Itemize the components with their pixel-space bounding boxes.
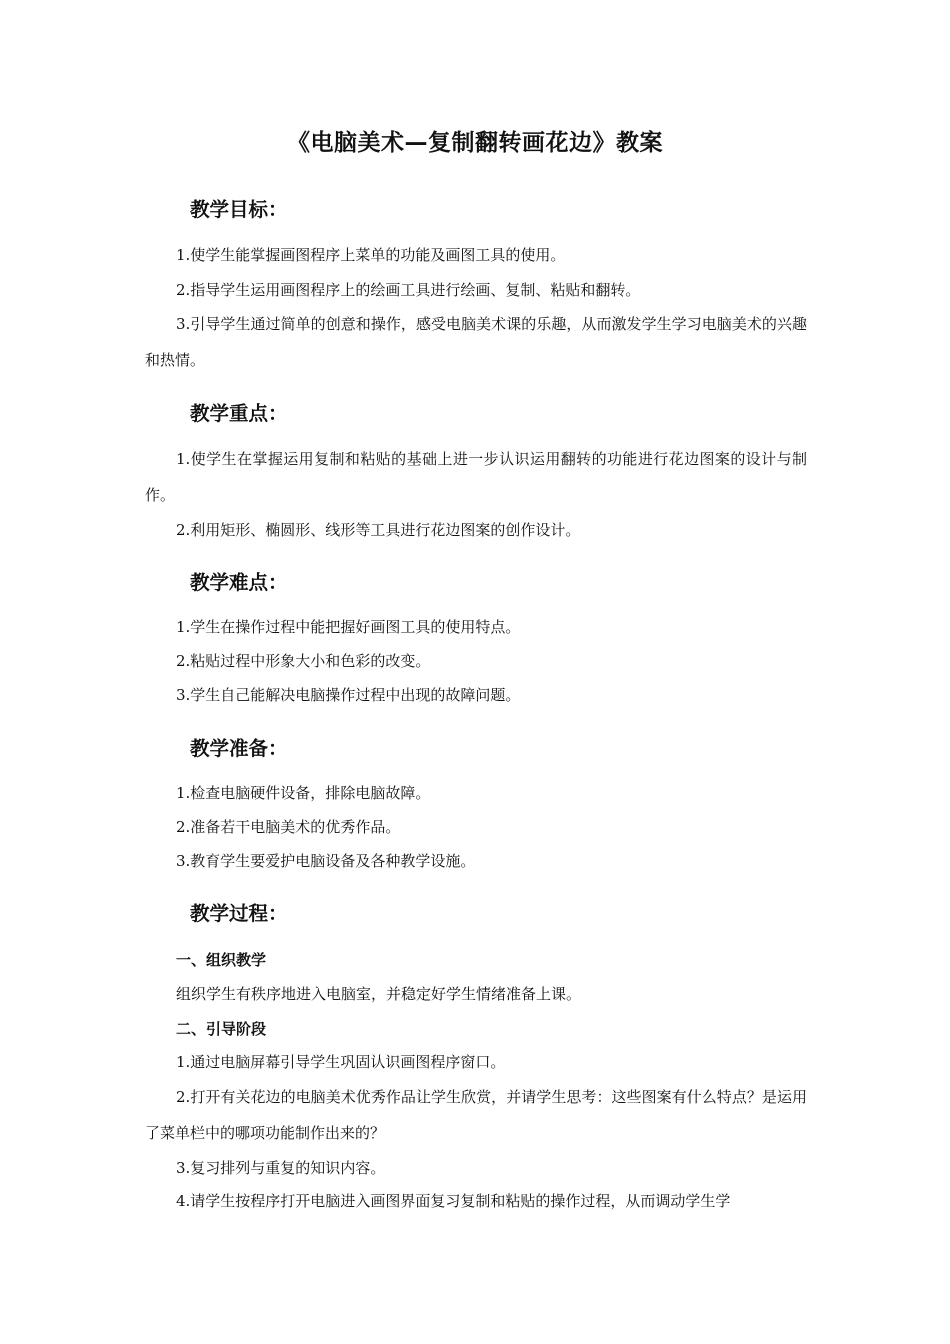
paragraph: 2.指导学生运用画图程序上的绘画工具进行绘画、复制、粘贴和翻转。	[176, 281, 641, 299]
subsection-heading: 二、引导阶段	[176, 1020, 267, 1038]
paragraph: 3.复习排列与重复的知识内容。	[176, 1159, 386, 1177]
paragraph: 3.引导学生通过简单的创意和操作，感受电脑美术课的乐趣，从而激发学生学习电脑美术的兴趣和热情。	[145, 315, 807, 369]
section-heading-preparation: 教学准备：	[190, 737, 288, 760]
section-heading-objectives: 教学目标：	[190, 198, 288, 221]
subsection-heading: 一、组织教学	[176, 951, 267, 969]
paragraph: 2.准备若干电脑美术的优秀作品。	[176, 818, 401, 836]
paragraph: 4.请学生按程序打开电脑进入画图界面复习复制和粘贴的操作过程，从而调动学生学	[176, 1192, 731, 1210]
paragraph: 3.学生自己能解决电脑操作过程中出现的故障问题。	[176, 686, 521, 704]
paragraph: 1.检查电脑硬件设备，排除电脑故障。	[176, 784, 431, 802]
section-heading-key-points: 教学重点：	[190, 402, 288, 425]
paragraph: 1.使学生能掌握画图程序上菜单的功能及画图工具的使用。	[176, 246, 566, 264]
paragraph: 2.利用矩形、椭圆形、线形等工具进行花边图案的创作设计。	[176, 521, 581, 539]
paragraph: 1.学生在操作过程中能把握好画图工具的使用特点。	[176, 618, 521, 636]
section-heading-difficulties: 教学难点：	[190, 571, 288, 594]
paragraph: 2.打开有关花边的电脑美术优秀作品让学生欣赏，并请学生思考：这些图案有什么特点？是运用了菜单栏中的哪项功能制作出来的？	[145, 1088, 807, 1142]
document-title: 《电脑美术—复制翻转画花边》教案	[287, 130, 663, 156]
section-heading-process: 教学过程：	[190, 902, 288, 925]
paragraph: 1.使学生在掌握运用复制和粘贴的基础上进一步认识运用翻转的功能进行花边图案的设计与制作。	[145, 450, 807, 504]
paragraph: 1.通过电脑屏幕引导学生巩固认识画图程序窗口。	[176, 1053, 506, 1071]
paragraph: 组织学生有秩序地进入电脑室，并稳定好学生情绪准备上课。	[176, 985, 582, 1003]
paragraph: 2.粘贴过程中形象大小和色彩的改变。	[176, 652, 431, 670]
paragraph: 3.教育学生要爱护电脑设备及各种教学设施。	[176, 852, 476, 870]
